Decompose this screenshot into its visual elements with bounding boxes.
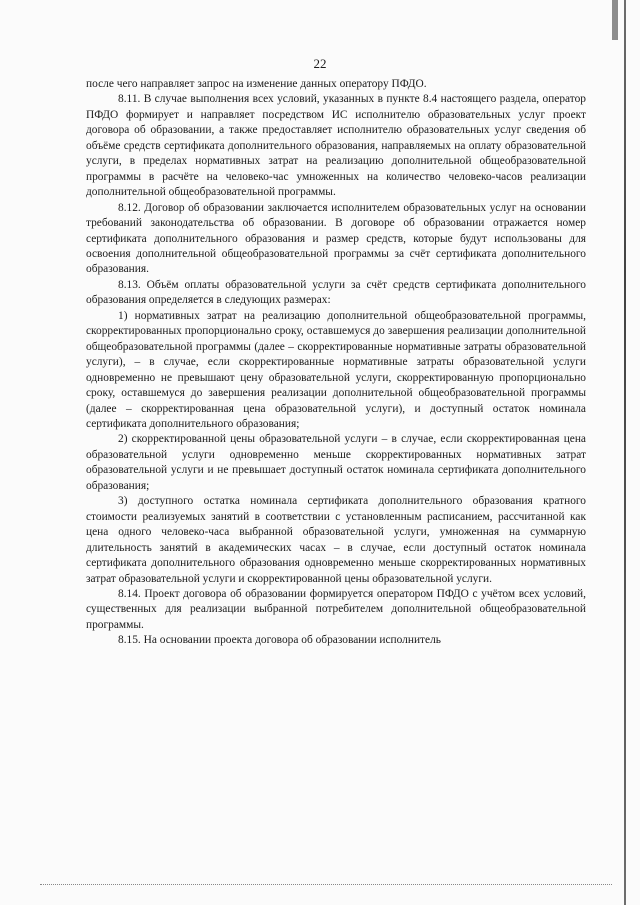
- paragraph-8-13: 8.13. Объём оплаты образовательной услуги за счёт средств сертификата дополнительного образования определяется в следующих размерах:: [86, 278, 586, 307]
- paragraph-8-14: 8.14. Проект договора об образовании формируется оператором ПФДО с учётом всех условий, существенных для реализации выбранной потребителем дополнительной общеобразовательной программы.: [86, 587, 586, 631]
- scan-edge-line: [624, 0, 626, 905]
- list-item-1: 1) нормативных затрат на реализацию дополнительной общеобразовательной программы, скорректированных пропорционально сроку, оставшемуся до завершения реализации дополнительной общеобразовательной программы (далее – скорректированные нормативные затраты образовательной услуги), – в случае, если скорректированные нормативные затраты образовательной услуги одновременно не превышают цену образовательной услуги, скорректированную пропорционально сроку, оставшемуся до завершения реализации дополнительной общеобразовательной программы (далее – скорректированная цена образовательной услуги), и доступный остаток номинала сертификата дополнительного образования;: [86, 309, 586, 430]
- paragraph-continuation: после чего направляет запрос на изменение данных оператору ПФДО.: [86, 78, 427, 90]
- paragraph-8-15: 8.15. На основании проекта договора об образовании исполнитель: [118, 634, 441, 647]
- document-body: [86, 77, 586, 649]
- scan-bottom-edge: [40, 884, 612, 886]
- page-number: 22: [313, 56, 327, 71]
- paragraph-8-11: 8.11. В случае выполнения всех условий, указанных в пункте 8.4 настоящего раздела, оператор ПФДО формирует и направляет посредством ИС исполнителю образовательных услуг проект договора об образовании, а также предоставляет исполнителю образовательных услуг сведения об объёме средств сертификата дополнительного образования, направляемых на оплату образовательной услуги, в пределах нормативных затрат на реализацию дополнительной общеобразовательной программы в расчёте на человеко-час умноженных на количество человеко-часов реализации дополнительной общеобразовательной программы.: [86, 93, 586, 199]
- list-item-3: 3) доступного остатка номинала сертификата дополнительного образования кратного стоимости реализуемых занятий в соответствии с установленным расписанием, рассчитанной как цена одного человеко-часа выбранной образовательной услуги, умноженная на суммарную длительность занятий в академических часах – в случае, если доступный остаток номинала сертификата дополнительного образования одновременно меньше скорректированных нормативных затрат образовательной услуги и скорректированной цены образовательной услуги.: [86, 495, 586, 585]
- scan-edge-shadow: [612, 0, 618, 40]
- list-item-2: 2) скорректированной цены образовательной услуги – в случае, если скорректированная цена образовательной услуги одновременно меньше скорректированных нормативных затрат образовательной услуги и не превышает доступный остаток номинала сертификата дополнительного образования;: [86, 433, 586, 492]
- paragraph-8-12: 8.12. Договор об образовании заключается исполнителем образовательных услуг на основании требований законодательства об образовании. В договоре об образовании отражается номер сертификата дополнительного образования и размер средств, которые будут использованы для освоения дополнительной общеобразовательной программы за счёт сертификата дополнительного образования.: [86, 201, 586, 276]
